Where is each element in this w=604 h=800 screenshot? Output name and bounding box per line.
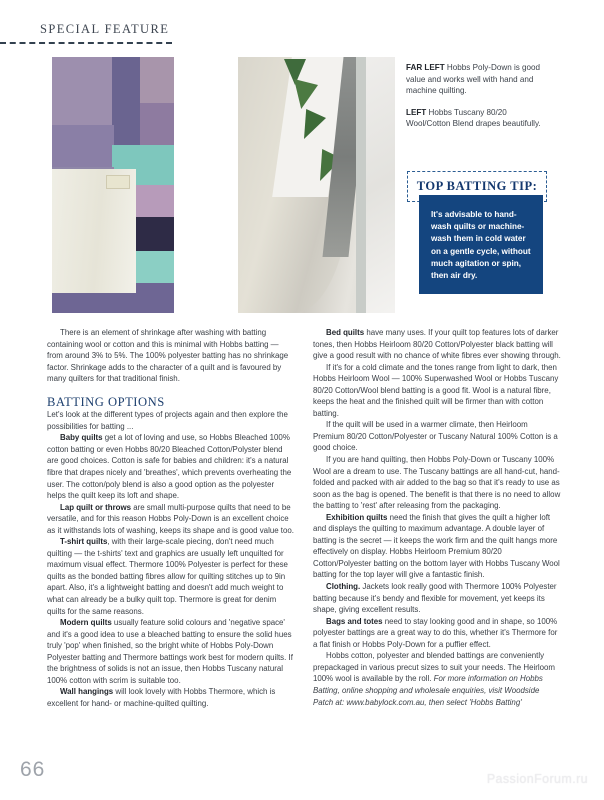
paragraph-subhead-intro: Let's look at the different types of projects again and then explore the possibilities for batting ...: [47, 410, 288, 431]
top-batting-tip-box: [407, 171, 557, 281]
tip-body-text: It's advisable to hand-wash quilts or machine-wash them in cold water on a gentle cycle, without much agitation or spin, then air dry.: [419, 195, 543, 294]
text-wall-hangings: will look lovely with Hobbs Thermore, which is excellent for hand- or machine-quilted quilting.: [47, 687, 276, 708]
caption-far-left: [406, 62, 546, 97]
subheading-batting-options: BATTING OPTIONS: [47, 394, 165, 409]
body-column-left: [47, 327, 295, 710]
paragraph-bed-quilts: [313, 327, 561, 362]
paragraph-hand-quilting: If you are hand quilting, then Hobbs Poly-Down or Tuscany 100% Wool are a dream to use. The Tuscany battings are all hand-cut, hand-folded and packed with air added to the bag so that it's ready to use as soon as the bag is opened. The benefit is that there is no need to allow the batting to 'rest' after releasing from the packaging.: [313, 455, 561, 511]
photo-quilt-with-batting-sample: [52, 57, 174, 313]
caption-lead-left: LEFT: [406, 107, 427, 117]
caption-left: [406, 107, 546, 130]
tip-heading-text: TOP BATTING TIP:: [416, 179, 538, 193]
paragraph-warmer-climate: If the quilt will be used in a warmer climate, then Heirloom Premium 80/20 Cotton/Polyester or Tuscany Natural 100% Cotton is a good choice.: [313, 420, 558, 453]
caption-lead-far-left: FAR LEFT: [406, 63, 445, 72]
paragraph-cold-climate: If it's for a cold climate and the tones range from light to dark, then Hobbs Heirloom Wool — 100% Superwashed Wool or Hobbs Tuscany 80/20 Cotton/Wool blend batting is a good fit. Wool is a natural fibre, keeps the heat and the finished quilt will be firmer than with cotton batting.: [313, 362, 559, 418]
lead-wall-hangings: Wall hangings: [60, 687, 114, 697]
paragraph-prepackaged: [313, 650, 561, 708]
lead-exhibition-quilts: Exhibition quilts: [326, 512, 388, 522]
lead-baby-quilts: Baby quilts: [60, 433, 103, 443]
body-column-right: [313, 327, 561, 708]
paragraph-tshirt-quilts: [47, 536, 295, 617]
lead-tshirt-quilts: T-shirt quilts: [60, 537, 108, 547]
text-lap-quilt: are small multi-purpose quilts that need to be versatile, and for this reason Hobbs Poly-Down is an excellent choice as it withstands lots of washing, keeps its shape and is good value too.: [47, 502, 294, 535]
text-tshirt-quilts: , with their large-scale piecing, don't need much quilting — the t-shirts' text and graphics are usually left unquilted for maximum visual effect. Thermore 100% Polyester is perfect for these quilts as the bonded batting fibres allow for quilting stitches up to 9in apart. Also, it's a lightweight batting and doesn't add much weight to what can already be a bulky quilt top. Thermore is great for denim quilts for the same reasons.: [47, 537, 288, 616]
lead-lap-quilt: Lap quilt or throws: [60, 502, 132, 512]
lead-clothing: Clothing.: [326, 582, 361, 592]
paragraph-clothing: [313, 581, 561, 616]
text-bags-and-totes: need to stay looking good and in shape, so 100% polyester battings are a great way to do this, whether it's Thermore for a flat finish or Hobbs Poly-Down for a puffier effect.: [313, 616, 558, 649]
text-clothing: Jackets look really good with Thermore 100% Polyester batting because it's bendy and flexible for movement, yet keeps its shape, giving excellent results.: [313, 582, 557, 615]
paragraph-lap-quilt: [47, 502, 295, 537]
paragraph-modern-quilts: [47, 617, 295, 686]
paragraph-baby-quilts: [47, 432, 295, 501]
text-closing-italic: For more information on Hobbs Batting, online shopping and wholesale enquiries, visit Woodside Patch at: www.babylock.com.au, then select 'Hobbs Batting': [313, 674, 543, 707]
site-watermark: PassionForum.ru: [486, 772, 588, 786]
paragraph-exhibition-quilts: [313, 512, 561, 581]
lead-bed-quilts: Bed quilts: [326, 328, 365, 337]
paragraph-bags-and-totes: [313, 616, 561, 651]
page-number: 66: [20, 758, 46, 781]
photo-wool-cotton-batting: [238, 57, 395, 313]
caption-text-far-left: Hobbs Poly-Down is good value and works well with hand and machine quilting.: [406, 63, 541, 96]
text-exhibition-quilts: need the finish that gives the quilt a higher loft and displays the quilting to maximum advantage. A double layer of batting is the secret — it keeps the work firm and the quilt hangs more effectively on display. Hobbs Heirloom Premium 80/20 Cotton/Polyester batting on the bottom layer with Hobbs Tuscany Wool batting for the top layer will give a fantastic finish.: [313, 512, 560, 580]
text-bed-quilts: have many uses. If your quilt top features lots of darker tones, then Hobbs Heirloom 80/20 Cotton/Polyester black batting will give a good result with no chance of white fibres ever showing through.: [313, 328, 561, 361]
caption-text-left: Hobbs Tuscany 80/20 Wool/Cotton Blend drapes beautifully.: [406, 107, 541, 129]
lead-bags-and-totes: Bags and totes: [326, 616, 383, 626]
text-modern-quilts: usually feature solid colours and 'negative space' and it's a good idea to use a bleached batting to ensure the solid hues truly 'pop' when finished, so the bright white of Hobbs Poly-Down Polyester batting and Thermore battings work best for modern quilts. If the brightness of solids is not an issue, then Hobbs Tuscany natural 100% cotton with scrim is suitable too.: [47, 618, 293, 685]
page-section-title: SPECIAL FEATURE: [40, 22, 170, 36]
header-dashed-rule: [0, 42, 172, 44]
paragraph-intro: There is an element of shrinkage after washing with batting containing wool or cotton and this is minimal with Hobbs batting — from around 3% to 5%. The 100% polyester batting has no shrinkage factor. Shrinkage adds to the character of a quilt and is favoured by many quilters for that traditional finish.: [47, 328, 289, 384]
paragraph-wall-hangings: [47, 686, 295, 709]
photo-captions: [406, 62, 546, 140]
text-baby-quilts: get a lot of loving and use, so Hobbs Bleached 100% cotton batting or even Hobbs 80/20 Bleached Cotton/Polyster blend are good choices. Cotton is safe for babies and children: it's a natural fibre that drapes nicely and 'breathes', which prevents overheating the user. The cotton/poly blend is also a good option as the polyester helps the quilt keep its loft and shape.: [47, 433, 292, 501]
text-prepackaged: Hobbs cotton, polyester and blended battings are conveniently prepackaged in various precut sizes to suit your needs. The Heirloom 100% wool is available by the roll.: [313, 651, 555, 684]
lead-modern-quilts: Modern quilts: [60, 618, 112, 628]
